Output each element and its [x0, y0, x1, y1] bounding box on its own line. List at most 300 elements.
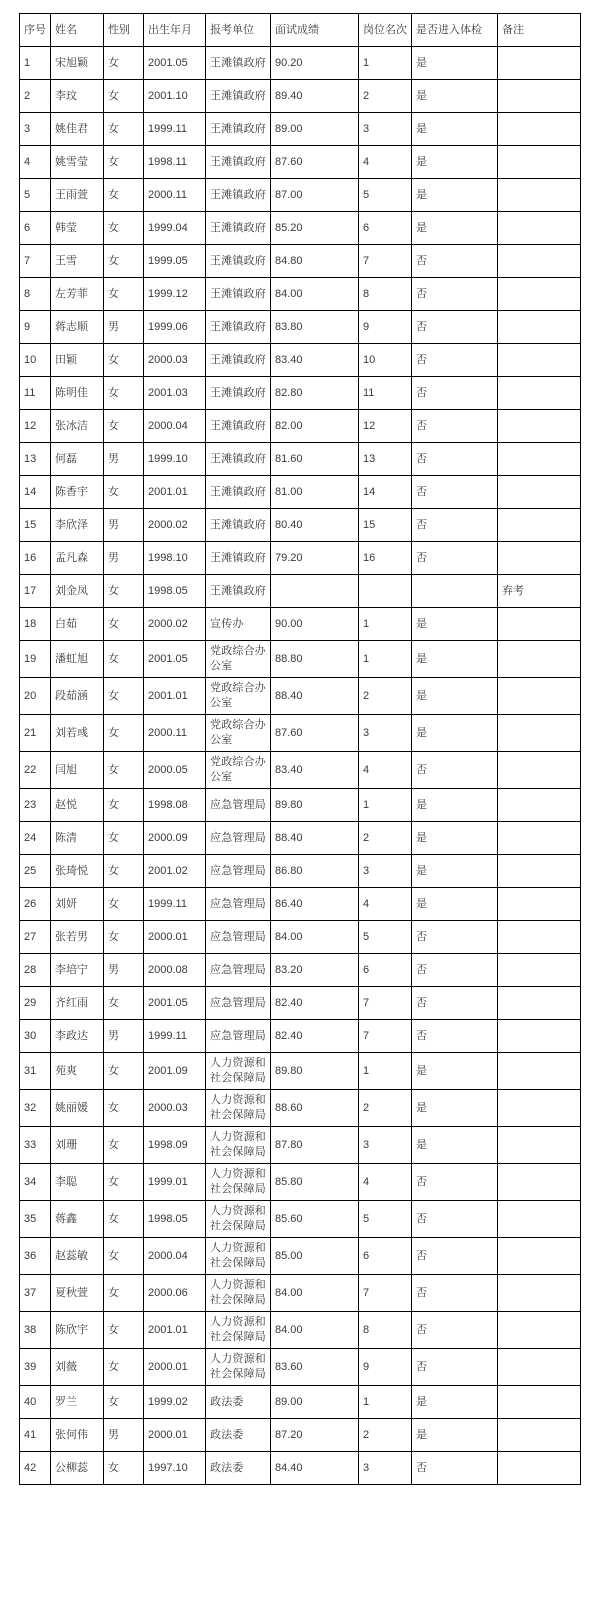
cell-seq: 39: [20, 1349, 51, 1386]
cell-rank: 3: [359, 715, 412, 752]
cell-phys: 否: [412, 311, 498, 344]
cell-seq: 32: [20, 1090, 51, 1127]
cell-sex: 女: [104, 410, 144, 443]
cell-note: 弃考: [498, 575, 581, 608]
table-row: [20, 1349, 581, 1386]
cell-note: [498, 245, 581, 278]
cell-seq: 4: [20, 146, 51, 179]
column-header-name: 姓名: [51, 14, 104, 47]
cell-unit: 应急管理局: [206, 921, 271, 954]
cell-unit: 应急管理局: [206, 822, 271, 855]
table-row: [20, 888, 581, 921]
cell-birth: 1999.02: [144, 1386, 206, 1419]
cell-phys: 是: [412, 641, 498, 678]
cell-note: [498, 1349, 581, 1386]
cell-sex: 女: [104, 752, 144, 789]
cell-name: 李聪: [51, 1164, 104, 1201]
cell-note: [498, 954, 581, 987]
cell-birth: 1999.06: [144, 311, 206, 344]
table-row: [20, 678, 581, 715]
cell-note: [498, 1419, 581, 1452]
table-row: [20, 113, 581, 146]
table-row: [20, 311, 581, 344]
cell-name: 刘若彧: [51, 715, 104, 752]
cell-name: 段茹涵: [51, 678, 104, 715]
cell-birth: 2000.04: [144, 1238, 206, 1275]
cell-note: [498, 1020, 581, 1053]
cell-seq: 18: [20, 608, 51, 641]
interview-results-table: [19, 13, 581, 1485]
cell-phys: 否: [412, 1312, 498, 1349]
column-header-rank: 岗位名次: [359, 14, 412, 47]
cell-birth: 1999.11: [144, 113, 206, 146]
cell-score: 79.20: [271, 542, 359, 575]
cell-sex: 女: [104, 855, 144, 888]
cell-sex: 女: [104, 1312, 144, 1349]
table-row: [20, 641, 581, 678]
cell-score: 90.20: [271, 47, 359, 80]
cell-score: 81.60: [271, 443, 359, 476]
cell-sex: 女: [104, 47, 144, 80]
cell-unit: 党政综合办公室: [206, 641, 271, 678]
cell-note: [498, 921, 581, 954]
cell-unit: 人力资源和社会保障局: [206, 1201, 271, 1238]
cell-sex: 女: [104, 344, 144, 377]
cell-seq: 20: [20, 678, 51, 715]
cell-sex: 女: [104, 1090, 144, 1127]
cell-name: 李政达: [51, 1020, 104, 1053]
cell-score: 89.40: [271, 80, 359, 113]
cell-rank: 4: [359, 1164, 412, 1201]
cell-phys: 否: [412, 410, 498, 443]
cell-score: 84.80: [271, 245, 359, 278]
cell-seq: 7: [20, 245, 51, 278]
cell-phys: 是: [412, 715, 498, 752]
cell-phys: 是: [412, 888, 498, 921]
table-row: [20, 1275, 581, 1312]
cell-phys: [412, 575, 498, 608]
table-row: [20, 1090, 581, 1127]
cell-rank: 6: [359, 1238, 412, 1275]
cell-name: 王雪: [51, 245, 104, 278]
cell-name: 韩莹: [51, 212, 104, 245]
cell-birth: 2000.05: [144, 752, 206, 789]
column-header-seq: 序号: [20, 14, 51, 47]
cell-seq: 15: [20, 509, 51, 542]
cell-rank: 9: [359, 311, 412, 344]
cell-name: 张若男: [51, 921, 104, 954]
table-row: [20, 752, 581, 789]
cell-name: 罗兰: [51, 1386, 104, 1419]
cell-rank: 8: [359, 1312, 412, 1349]
cell-phys: 否: [412, 278, 498, 311]
cell-score: 83.80: [271, 311, 359, 344]
cell-birth: 1999.11: [144, 1020, 206, 1053]
table-row: [20, 1201, 581, 1238]
cell-unit: 王滩镇政府: [206, 278, 271, 311]
cell-score: 84.00: [271, 921, 359, 954]
cell-birth: 2001.09: [144, 1053, 206, 1090]
cell-phys: 是: [412, 1053, 498, 1090]
cell-note: [498, 377, 581, 410]
cell-score: 83.40: [271, 344, 359, 377]
cell-phys: 否: [412, 752, 498, 789]
table-row: [20, 921, 581, 954]
cell-unit: 王滩镇政府: [206, 245, 271, 278]
cell-birth: 1999.12: [144, 278, 206, 311]
cell-rank: 1: [359, 641, 412, 678]
cell-rank: 9: [359, 1349, 412, 1386]
cell-sex: 女: [104, 822, 144, 855]
cell-rank: 2: [359, 678, 412, 715]
cell-seq: 40: [20, 1386, 51, 1419]
cell-seq: 35: [20, 1201, 51, 1238]
cell-name: 张何伟: [51, 1419, 104, 1452]
cell-note: [498, 1053, 581, 1090]
cell-name: 陈欣宇: [51, 1312, 104, 1349]
table-row: [20, 1053, 581, 1090]
cell-phys: 是: [412, 1127, 498, 1164]
cell-phys: 是: [412, 608, 498, 641]
cell-name: 李欣泽: [51, 509, 104, 542]
cell-sex: 男: [104, 954, 144, 987]
cell-score: 87.60: [271, 146, 359, 179]
table-row: [20, 47, 581, 80]
cell-sex: 男: [104, 509, 144, 542]
cell-sex: 女: [104, 476, 144, 509]
cell-score: 84.00: [271, 278, 359, 311]
table-row: [20, 377, 581, 410]
cell-score: 89.00: [271, 113, 359, 146]
cell-note: [498, 278, 581, 311]
cell-unit: 宣传办: [206, 608, 271, 641]
table-body: [20, 47, 581, 1485]
cell-rank: 1: [359, 1386, 412, 1419]
cell-seq: 23: [20, 789, 51, 822]
cell-seq: 26: [20, 888, 51, 921]
cell-seq: 24: [20, 822, 51, 855]
cell-rank: 3: [359, 1127, 412, 1164]
cell-phys: 否: [412, 1452, 498, 1485]
cell-sex: 女: [104, 278, 144, 311]
cell-note: [498, 509, 581, 542]
cell-seq: 6: [20, 212, 51, 245]
cell-note: [498, 212, 581, 245]
cell-sex: 女: [104, 113, 144, 146]
cell-name: 蒋鑫: [51, 1201, 104, 1238]
cell-unit: 政法委: [206, 1452, 271, 1485]
cell-phys: 否: [412, 509, 498, 542]
cell-rank: 2: [359, 1090, 412, 1127]
cell-sex: 女: [104, 146, 144, 179]
table-row: [20, 245, 581, 278]
cell-seq: 16: [20, 542, 51, 575]
table-row: [20, 789, 581, 822]
cell-sex: 男: [104, 542, 144, 575]
cell-unit: 王滩镇政府: [206, 575, 271, 608]
cell-name: 夏秋萱: [51, 1275, 104, 1312]
cell-unit: 应急管理局: [206, 855, 271, 888]
cell-unit: 王滩镇政府: [206, 443, 271, 476]
cell-birth: 2001.02: [144, 855, 206, 888]
cell-unit: 人力资源和社会保障局: [206, 1238, 271, 1275]
cell-rank: 2: [359, 1419, 412, 1452]
cell-seq: 13: [20, 443, 51, 476]
table-header-row: [20, 14, 581, 47]
table-row: [20, 987, 581, 1020]
cell-unit: 人力资源和社会保障局: [206, 1349, 271, 1386]
table-row: [20, 179, 581, 212]
cell-note: [498, 715, 581, 752]
cell-rank: 7: [359, 1020, 412, 1053]
cell-unit: 王滩镇政府: [206, 410, 271, 443]
cell-sex: 女: [104, 212, 144, 245]
cell-name: 白茹: [51, 608, 104, 641]
table-row: [20, 344, 581, 377]
cell-sex: 女: [104, 1275, 144, 1312]
cell-score: 87.20: [271, 1419, 359, 1452]
column-header-phys: 是否进入体检: [412, 14, 498, 47]
cell-unit: 应急管理局: [206, 888, 271, 921]
cell-birth: 2000.01: [144, 921, 206, 954]
cell-note: [498, 888, 581, 921]
cell-note: [498, 179, 581, 212]
cell-birth: 1999.11: [144, 888, 206, 921]
cell-birth: 2001.05: [144, 987, 206, 1020]
table-row: [20, 80, 581, 113]
table-row: [20, 1386, 581, 1419]
cell-rank: 14: [359, 476, 412, 509]
cell-unit: 王滩镇政府: [206, 146, 271, 179]
cell-score: 87.60: [271, 715, 359, 752]
table-row: [20, 1452, 581, 1485]
cell-score: 86.40: [271, 888, 359, 921]
cell-seq: 29: [20, 987, 51, 1020]
cell-rank: 13: [359, 443, 412, 476]
cell-name: 刘妍: [51, 888, 104, 921]
cell-score: 83.40: [271, 752, 359, 789]
cell-birth: 2000.08: [144, 954, 206, 987]
cell-seq: 2: [20, 80, 51, 113]
cell-unit: 王滩镇政府: [206, 47, 271, 80]
cell-name: 赵悦: [51, 789, 104, 822]
cell-sex: 女: [104, 987, 144, 1020]
cell-note: [498, 752, 581, 789]
cell-birth: 1999.05: [144, 245, 206, 278]
cell-rank: 2: [359, 822, 412, 855]
cell-note: [498, 542, 581, 575]
cell-score: 85.00: [271, 1238, 359, 1275]
cell-unit: 人力资源和社会保障局: [206, 1127, 271, 1164]
cell-unit: 党政综合办公室: [206, 715, 271, 752]
column-header-score: 面试成绩: [271, 14, 359, 47]
cell-birth: 2001.10: [144, 80, 206, 113]
cell-rank: 4: [359, 146, 412, 179]
cell-birth: 1997.10: [144, 1452, 206, 1485]
cell-phys: 是: [412, 179, 498, 212]
cell-unit: 政法委: [206, 1386, 271, 1419]
cell-score: 89.00: [271, 1386, 359, 1419]
cell-score: 89.80: [271, 1053, 359, 1090]
cell-birth: 2000.11: [144, 715, 206, 752]
cell-sex: 女: [104, 715, 144, 752]
column-header-note: 备注: [498, 14, 581, 47]
cell-phys: 否: [412, 987, 498, 1020]
cell-name: 刘薇: [51, 1349, 104, 1386]
cell-birth: 2000.02: [144, 608, 206, 641]
cell-unit: 应急管理局: [206, 789, 271, 822]
cell-phys: 否: [412, 1349, 498, 1386]
cell-phys: 否: [412, 377, 498, 410]
cell-phys: 是: [412, 1386, 498, 1419]
cell-name: 张琦悦: [51, 855, 104, 888]
cell-name: 闫旭: [51, 752, 104, 789]
cell-unit: 王滩镇政府: [206, 344, 271, 377]
cell-seq: 22: [20, 752, 51, 789]
cell-phys: 否: [412, 245, 498, 278]
cell-phys: 否: [412, 1238, 498, 1275]
table-row: [20, 855, 581, 888]
cell-seq: 25: [20, 855, 51, 888]
cell-sex: 女: [104, 80, 144, 113]
cell-unit: 王滩镇政府: [206, 542, 271, 575]
cell-score: 82.40: [271, 1020, 359, 1053]
cell-rank: 6: [359, 212, 412, 245]
table-row: [20, 954, 581, 987]
cell-seq: 34: [20, 1164, 51, 1201]
cell-sex: 女: [104, 575, 144, 608]
cell-sex: 男: [104, 1419, 144, 1452]
cell-sex: 女: [104, 179, 144, 212]
cell-note: [498, 678, 581, 715]
table-row: [20, 1238, 581, 1275]
cell-phys: 是: [412, 212, 498, 245]
cell-name: 姚佳君: [51, 113, 104, 146]
cell-note: [498, 1452, 581, 1485]
cell-rank: 6: [359, 954, 412, 987]
cell-sex: 女: [104, 789, 144, 822]
cell-sex: 女: [104, 1053, 144, 1090]
cell-rank: 10: [359, 344, 412, 377]
cell-seq: 12: [20, 410, 51, 443]
cell-unit: 人力资源和社会保障局: [206, 1275, 271, 1312]
cell-sex: 男: [104, 1020, 144, 1053]
cell-rank: 3: [359, 1452, 412, 1485]
table-row: [20, 1312, 581, 1349]
cell-phys: 是: [412, 146, 498, 179]
cell-rank: 15: [359, 509, 412, 542]
cell-score: 85.80: [271, 1164, 359, 1201]
cell-sex: 女: [104, 1386, 144, 1419]
cell-seq: 38: [20, 1312, 51, 1349]
cell-birth: 2001.01: [144, 476, 206, 509]
cell-birth: 2000.01: [144, 1349, 206, 1386]
cell-name: 齐红雨: [51, 987, 104, 1020]
cell-seq: 37: [20, 1275, 51, 1312]
cell-name: 孟凡森: [51, 542, 104, 575]
cell-unit: 人力资源和社会保障局: [206, 1164, 271, 1201]
cell-phys: 否: [412, 542, 498, 575]
cell-unit: 应急管理局: [206, 1020, 271, 1053]
cell-note: [498, 822, 581, 855]
cell-note: [498, 987, 581, 1020]
cell-score: [271, 575, 359, 608]
cell-birth: 2000.03: [144, 1090, 206, 1127]
cell-seq: 36: [20, 1238, 51, 1275]
cell-note: [498, 1201, 581, 1238]
cell-unit: 王滩镇政府: [206, 377, 271, 410]
cell-unit: 党政综合办公室: [206, 678, 271, 715]
cell-rank: [359, 575, 412, 608]
table-row: [20, 212, 581, 245]
cell-name: 陈明佳: [51, 377, 104, 410]
cell-name: 李玟: [51, 80, 104, 113]
cell-birth: 2000.09: [144, 822, 206, 855]
cell-sex: 女: [104, 1349, 144, 1386]
cell-birth: 1998.11: [144, 146, 206, 179]
cell-name: 张冰洁: [51, 410, 104, 443]
cell-unit: 人力资源和社会保障局: [206, 1053, 271, 1090]
cell-score: 82.00: [271, 410, 359, 443]
cell-birth: 2001.01: [144, 1312, 206, 1349]
cell-unit: 王滩镇政府: [206, 476, 271, 509]
cell-sex: 女: [104, 678, 144, 715]
cell-note: [498, 789, 581, 822]
cell-sex: 女: [104, 1127, 144, 1164]
cell-unit: 王滩镇政府: [206, 113, 271, 146]
cell-note: [498, 1312, 581, 1349]
cell-sex: 女: [104, 377, 144, 410]
cell-note: [498, 1238, 581, 1275]
cell-name: 刘金凤: [51, 575, 104, 608]
cell-score: 83.60: [271, 1349, 359, 1386]
cell-birth: 1998.08: [144, 789, 206, 822]
cell-note: [498, 47, 581, 80]
cell-phys: 否: [412, 476, 498, 509]
cell-seq: 31: [20, 1053, 51, 1090]
cell-rank: 5: [359, 921, 412, 954]
cell-phys: 是: [412, 113, 498, 146]
column-header-birth: 出生年月: [144, 14, 206, 47]
cell-birth: 1998.09: [144, 1127, 206, 1164]
cell-unit: 应急管理局: [206, 954, 271, 987]
cell-rank: 12: [359, 410, 412, 443]
cell-note: [498, 146, 581, 179]
cell-birth: 2001.05: [144, 47, 206, 80]
table-row: [20, 509, 581, 542]
cell-score: 82.80: [271, 377, 359, 410]
cell-birth: 1999.04: [144, 212, 206, 245]
cell-note: [498, 1386, 581, 1419]
cell-note: [498, 113, 581, 146]
table-row: [20, 443, 581, 476]
table-row: [20, 1020, 581, 1053]
table-row: [20, 1164, 581, 1201]
table-row: [20, 476, 581, 509]
table-row: [20, 410, 581, 443]
cell-unit: 人力资源和社会保障局: [206, 1312, 271, 1349]
cell-name: 刘珊: [51, 1127, 104, 1164]
column-header-unit: 报考单位: [206, 14, 271, 47]
cell-rank: 8: [359, 278, 412, 311]
cell-rank: 3: [359, 113, 412, 146]
cell-name: 赵蕊敏: [51, 1238, 104, 1275]
cell-phys: 否: [412, 344, 498, 377]
cell-rank: 1: [359, 608, 412, 641]
table-row: [20, 715, 581, 752]
cell-score: 85.60: [271, 1201, 359, 1238]
cell-phys: 否: [412, 954, 498, 987]
